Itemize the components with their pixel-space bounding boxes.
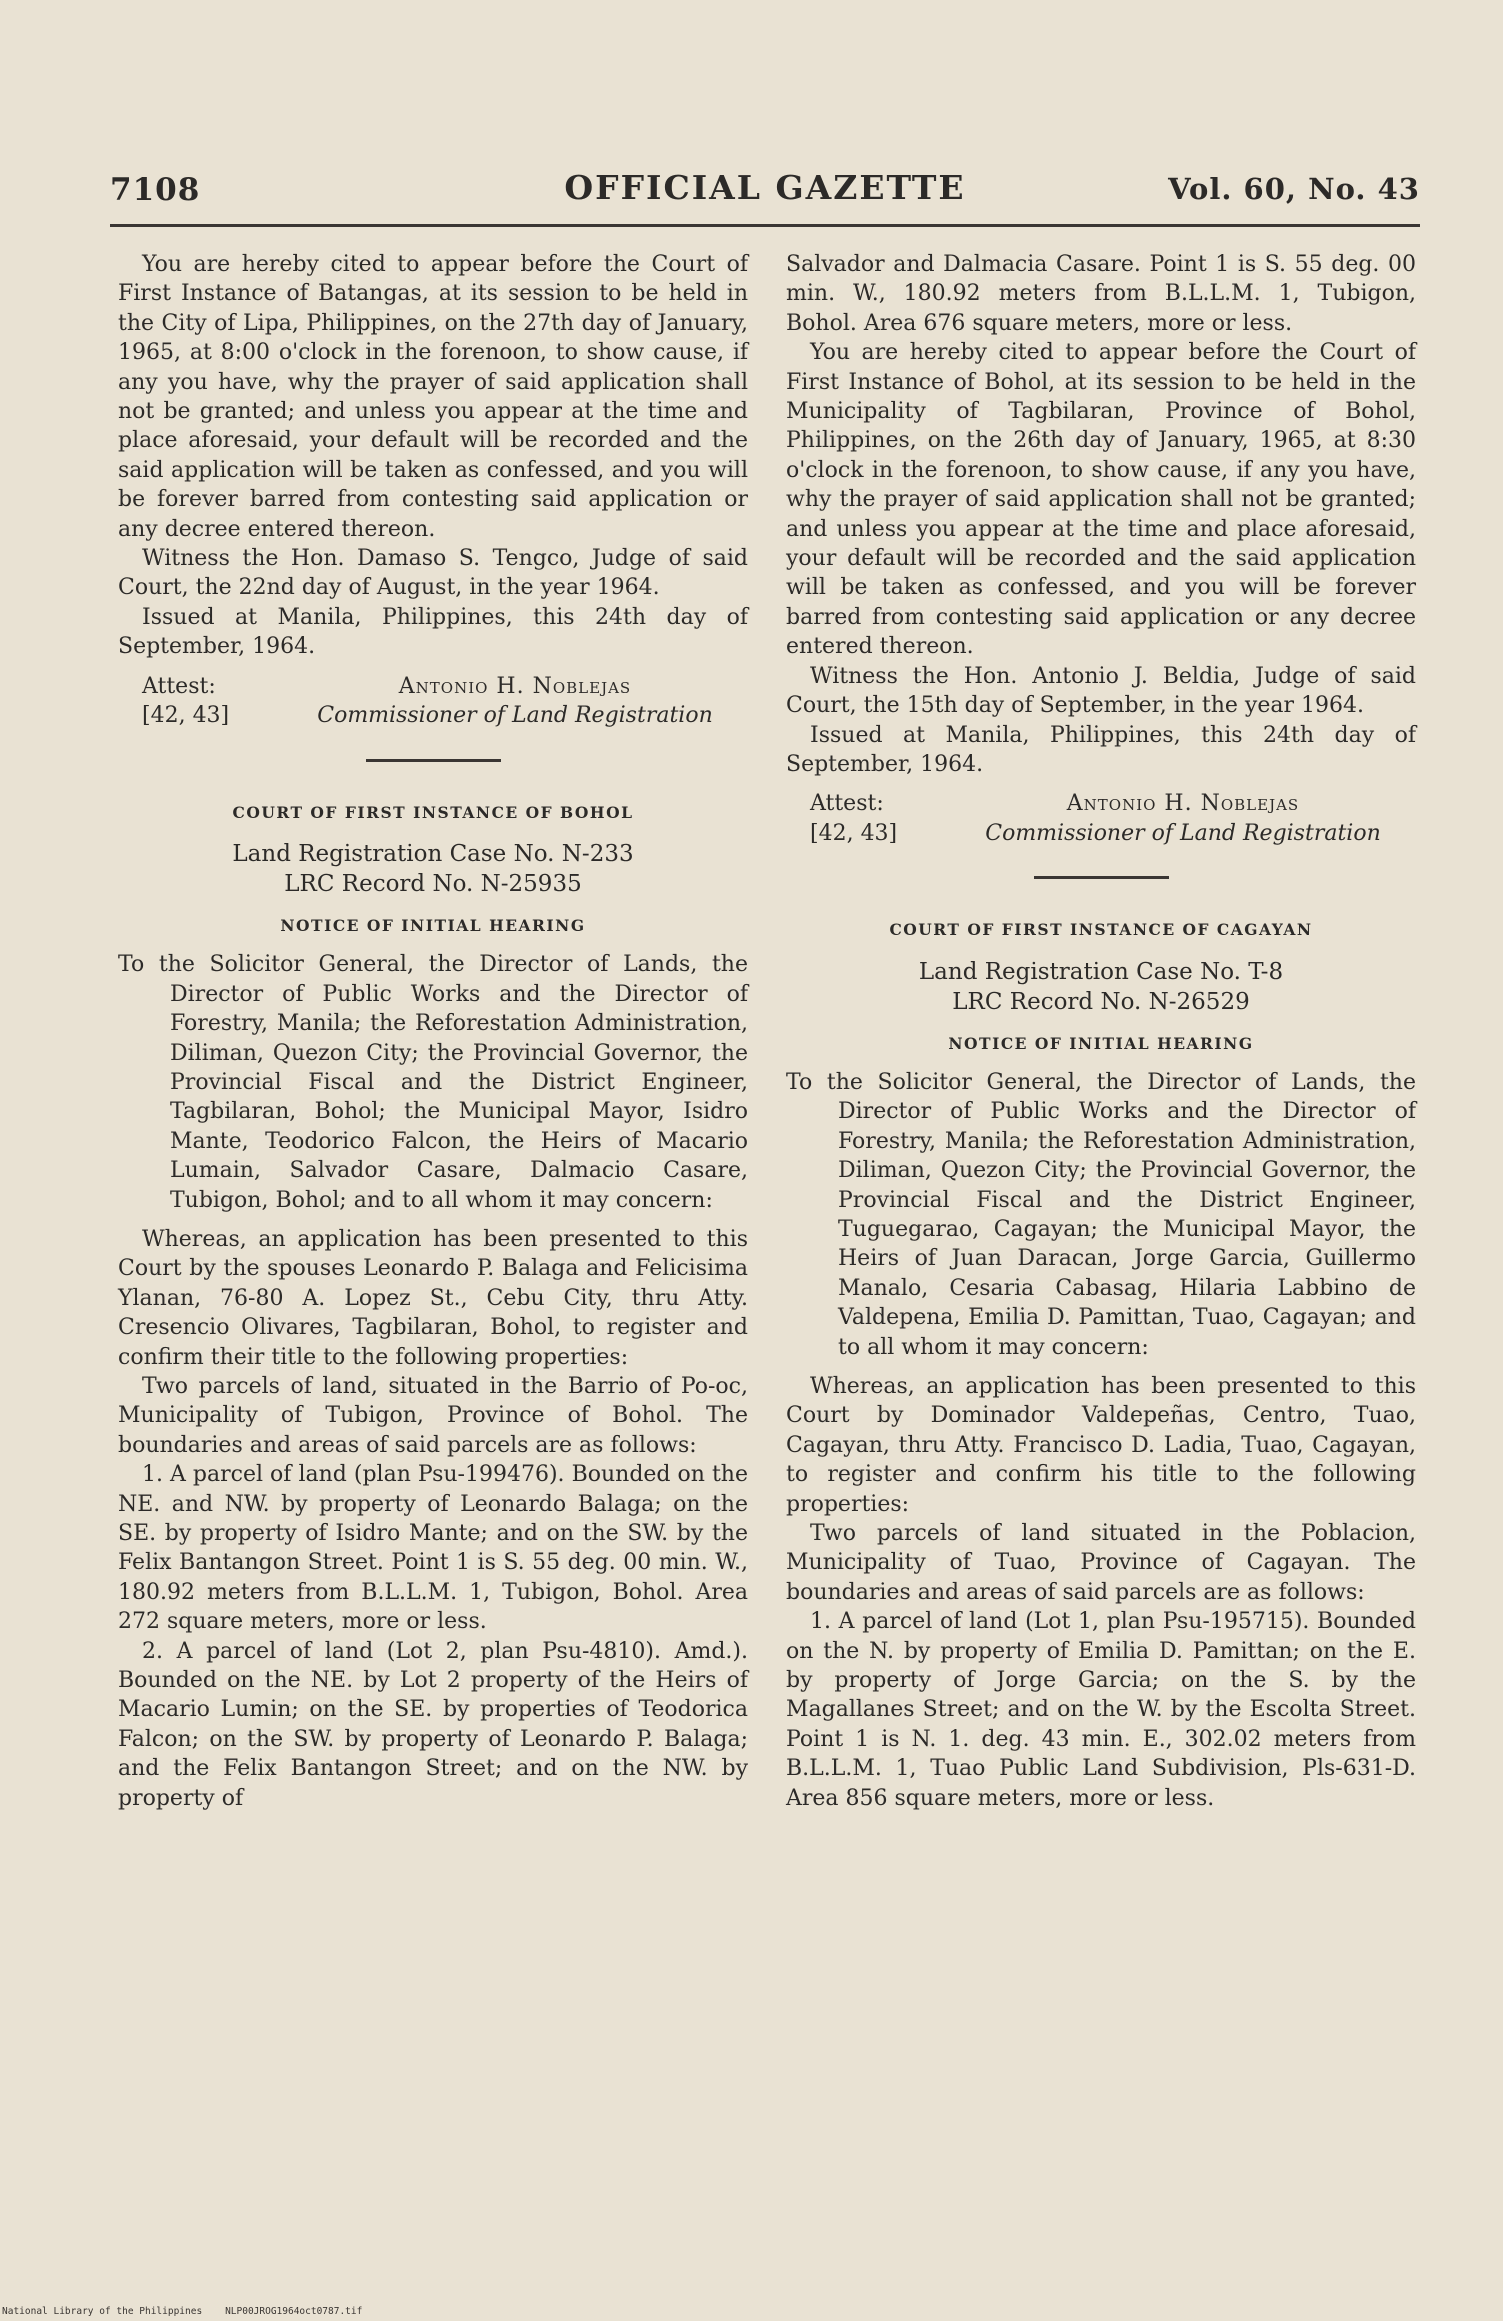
- citation-paragraph: You are hereby cited to appear before the Court of First Instance of Batangas, at its session to be held in the City of Lipa, Philippines, on the 27th day of January, 1965, at 8:00 o'clock in the forenoon, to show cause, if any you have, why the prayer of said application shall not be granted; and unless you appear at the time and place aforesaid, your default will be recorded and the said application will be taken as confessed, and you will be forever barred from contesting said application or any decree entered thereon.: [118, 252, 748, 542]
- section-divider: [1034, 876, 1169, 879]
- attest-label: Attest:: [810, 791, 884, 817]
- parcels-paragraph: Two parcels of land, situated in the Barrio of Po-oc, Municipality of Tubigon, Province of Bohol. The boundaries and areas of said parcels are as follows:: [118, 1374, 748, 1458]
- citation-paragraph: You are hereby cited to appear before the Court of First Instance of Bohol, at its session to be held in the Municipality of Tagbilaran, Province of Bohol, Philippines, on the 26th day of January, 1965, at 8:30 o'clock in the forenoon, to show cause, if any you have, why the prayer of said application shall not be granted; and unless you appear at the time and place aforesaid, your default will be recorded and the said application will be taken as confessed, and you will be forever barred from contesting said application or any decree entered thereon.: [786, 340, 1416, 660]
- attestation: [118, 672, 748, 731]
- parcel-2-continuation: Salvador and Dalmacia Casare. Point 1 is S. 55 deg. 00 min. W., 180.92 meters from B.L.L.M. 1, Tubigon, Bohol. Area 676 square meters, more or less.: [786, 252, 1416, 336]
- scan-footer: [2, 2306, 1501, 2317]
- parcel-1-paragraph: 1. A parcel of land (plan Psu-199476). Bounded on the NE. and NW. by property of Leonardo Balaga; on the SE. by property of Isidro Mante; and on the SW. by the Felix Bantangon Street. Point 1 is S. 55 deg. 00 min. W., 180.92 meters from B.L.L.M. 1, Tubigon, Bohol. Area 272 square meters, more or less.: [118, 1462, 748, 1635]
- page-header: [110, 168, 1420, 216]
- notice-heading: NOTICE OF INITIAL HEARING: [948, 1033, 1254, 1053]
- record-number: LRC Record No. N-26529: [952, 988, 1250, 1015]
- right-column: [786, 250, 1416, 1813]
- application-paragraph: Whereas, an application has been presented to this Court by the spouses Leonardo P. Balaga and Felicisima Ylanan, 76-80 A. Lopez St., Cebu City, thru Atty. Cresencio Olivares, Tagbilaran, Bohol, to register and confirm their title to the following properties:: [118, 1226, 748, 1370]
- record-number: LRC Record No. N-25935: [284, 870, 582, 897]
- header-rule: [110, 224, 1420, 227]
- case-number: Land Registration Case No. N-233: [232, 840, 634, 867]
- signatory-title: Commissioner of Land Registration: [985, 820, 1381, 846]
- notice-heading: NOTICE OF INITIAL HEARING: [280, 915, 586, 935]
- issue-reference: [42, 43]: [142, 703, 230, 729]
- page-number: 7108: [110, 172, 201, 208]
- parcel-2-paragraph: 2. A parcel of land (Lot 2, plan Psu-4810). Amd.). Bounded on the NE. by Lot 2 property of the Heirs of Macario Lumin; on the SE. by properties of Teodorica Falcon; on the SW. by property of Leonardo P. Balaga; and the Felix Bantangon Street; and on the NW. by property of: [118, 1638, 748, 1811]
- issued-paragraph: Issued at Manila, Philippines, this 24th day of September, 1964.: [786, 722, 1416, 777]
- parcel-1-paragraph: 1. A parcel of land (Lot 1, plan Psu-195715). Bounded on the N. by property of Emilia D. Pamittan; on the E. by property of Jorge Garcia; on the S. by the Magallanes Street; and on the W. by the Escolta Street. Point 1 is N. 1. deg. 43 min. E., 302.02 meters from B.L.L.M. 1, Tuao Public Land Subdivision, Pls-631-D. Area 856 square meters, more or less.: [786, 1609, 1416, 1811]
- addressees: To the Solicitor General, the Director of Lands, the Director of Public Works and the Director of Forestry, Manila; the Reforestation Administration, Diliman, Quezon City; the Provincial Governor, the Provincial Fiscal and the District Engineer, Tuguegarao, Cagayan; the Municipal Mayor, the Heirs of Juan Daracan, Jorge Garcia, Guillermo Manalo, Cesaria Cabasag, Hilaria Labbino de Valdepena, Emilia D. Pamittan, Tuao, Cagayan; and to all whom it may concern:: [786, 1069, 1416, 1360]
- witness-paragraph: Witness the Hon. Damaso S. Tengco, Judge of said Court, the 22nd day of August, in the year 1964.: [118, 546, 748, 601]
- court-heading: COURT OF FIRST INSTANCE OF BOHOL: [232, 802, 634, 822]
- volume-number: Vol. 60, No. 43: [1168, 172, 1420, 206]
- library-name: National Library of the Philippines: [2, 2306, 203, 2317]
- witness-paragraph: Witness the Hon. Antonio J. Beldia, Judge of said Court, the 15th day of September, in the year 1964.: [786, 663, 1416, 719]
- section-divider: [366, 759, 501, 762]
- case-number: Land Registration Case No. T-8: [918, 958, 1284, 985]
- attest-label: Attest:: [142, 673, 216, 699]
- issued-paragraph: Issued at Manila, Philippines, this 24th day of September, 1964.: [118, 604, 748, 660]
- left-column: [118, 250, 748, 1813]
- application-paragraph: Whereas, an application has been presented to this Court by Dominador Valdepeñas, Centro, Tuao, Cagayan, thru Atty. Francisco D. Ladia, Tuao, Cagayan, to register and confirm his title to the following properties:: [786, 1374, 1416, 1517]
- attestation: [786, 789, 1416, 848]
- addressees: To the Solicitor General, the Director of Lands, the Director of Public Works and the Director of Forestry, Manila; the Reforestation Administration, Diliman, Quezon City; the Provincial Governor, the Provincial Fiscal and the District Engineer, Tagbilaran, Bohol; the Municipal Mayor, Isidro Mante, Teodorico Falcon, the Heirs of Macario Lumain, Salvador Casare, Dalmacio Casare, Tubigon, Bohol; and to all whom it may concern:: [118, 952, 748, 1213]
- court-heading: COURT OF FIRST INSTANCE OF CAGAYAN: [889, 920, 1313, 940]
- publication-title: OFFICIAL GAZETTE: [564, 168, 966, 207]
- signatory-name: Antonio H. Noblejas: [398, 673, 632, 699]
- issue-reference: [42, 43]: [810, 820, 898, 846]
- signatory-title: Commissioner of Land Registration: [317, 703, 713, 729]
- signatory-name: Antonio H. Noblejas: [1066, 791, 1300, 817]
- scan-filename: NLP00JROG1964oct0787.tif: [225, 2306, 363, 2317]
- parcels-paragraph: Two parcels of land situated in the Poblacion, Municipality of Tuao, Province of Cagayan. The boundaries and areas of said parcels are as follows:: [786, 1521, 1416, 1605]
